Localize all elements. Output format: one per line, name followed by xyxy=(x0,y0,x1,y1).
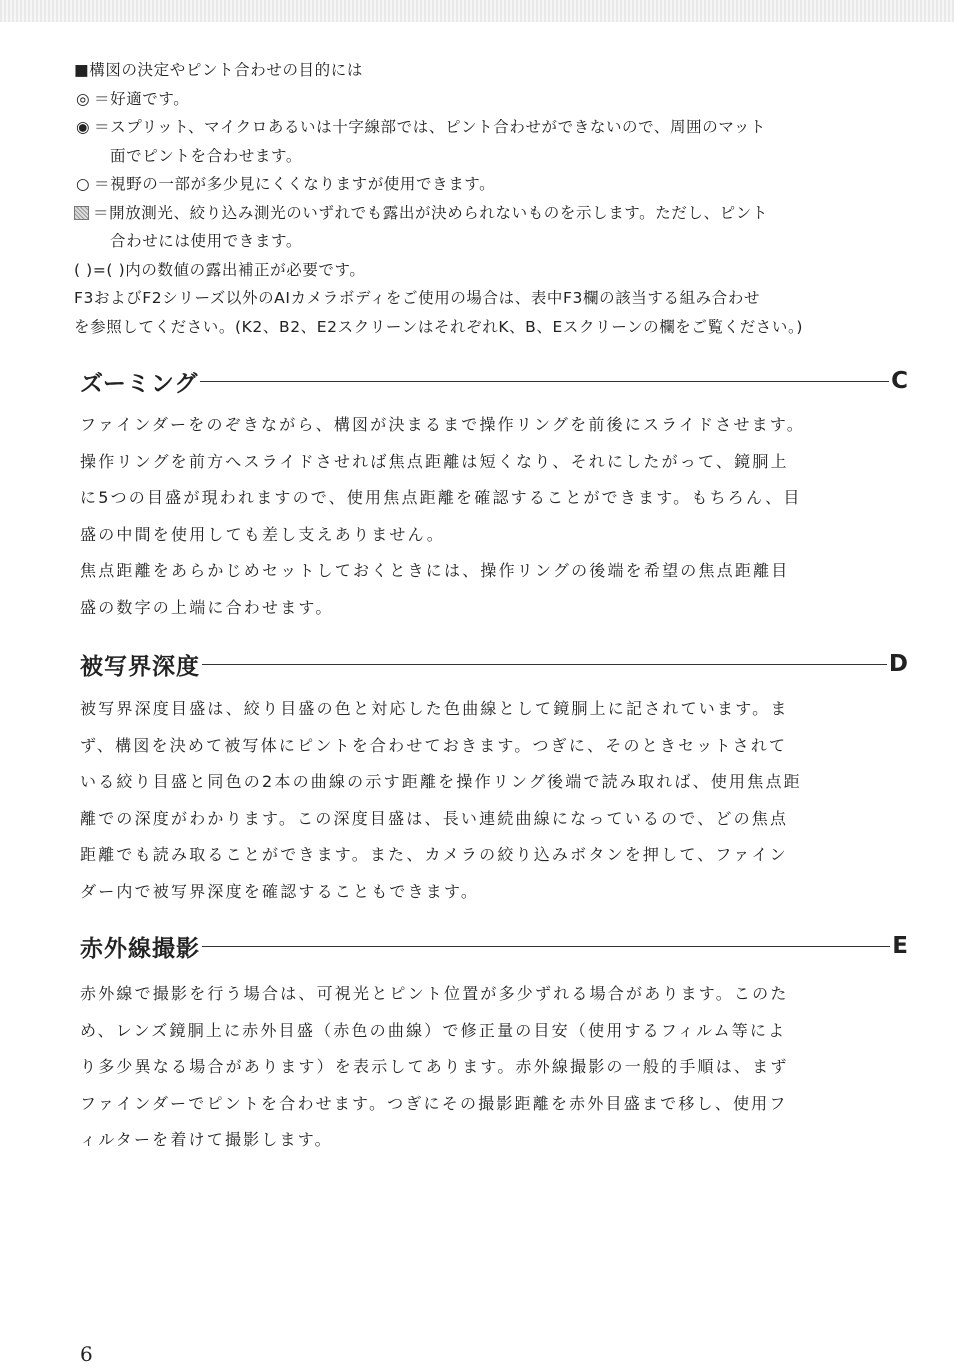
body-line: 赤外線で撮影を行う場合は、可視光とピント位置が多少ずれる場合があります。このた xyxy=(80,984,789,1003)
body-line: ファインダーをのぞきながら、構図が決まるまで操作リングを前後にスライドさせます。 xyxy=(80,415,805,434)
body-line: 操作リングを前方へスライドさせれば焦点距離は短くなり、それにしたがって、鏡胴上 xyxy=(80,451,789,471)
bullseye-icon: ◉ xyxy=(75,118,91,136)
legend-item: ＝開放測光、絞り込み測光のいずれでも露出が決められないものを示します。ただし、ピント xyxy=(74,199,914,228)
body-line: め、レンズ鏡胴上に赤外目盛（赤色の曲線）で修正量の目安（使用するフィルム等によ xyxy=(80,1020,787,1040)
body-line: ィルターを着けて撮影します。 xyxy=(80,1130,333,1149)
legend-item: ◎ ＝好適です。 xyxy=(74,85,914,114)
body-line: ダー内で被写界深度を確認することもできます。 xyxy=(80,881,480,901)
body-line: 距離でも読み取ることができます。また、カメラの絞り込みボタンを押して、ファイン xyxy=(80,845,788,864)
camera-body-note: F3およびF2シリーズ以外のAIカメラボディをご使用の場合は、表中F3欄の該当する組み合わせ xyxy=(74,289,761,307)
heading-rule xyxy=(202,664,887,665)
legend-item: ○ ＝視野の一部が多少見にくくなりますが使用できます。 xyxy=(74,170,914,199)
body-line: ファインダーでピントを合わせます。つぎにその撮影距離を赤外目盛まで移し、使用フ xyxy=(80,1093,788,1113)
section-heading-zooming xyxy=(80,364,908,398)
section-title: 赤外線撮影 xyxy=(80,935,200,962)
legend-item-continuation: 面でピントを合わせます。 xyxy=(110,146,302,165)
body-line: 盛の数字の上端に合わせます。 xyxy=(80,597,334,617)
body-line: 盛の中間を使用しても差し支えありません。 xyxy=(80,524,445,544)
scan-top-strip xyxy=(0,0,954,22)
shaded-box-icon xyxy=(74,206,89,220)
section-body-infrared xyxy=(80,976,915,1159)
body-line: に5つの目盛が現われますので、使用焦点距離を確認することができます。もちろん、目 xyxy=(80,488,802,507)
page-number: 6 xyxy=(80,1342,93,1366)
body-line: 被写界深度目盛は、絞り目盛の色と対応した色曲線として鏡胴上に記されています。ま xyxy=(80,699,789,718)
exposure-compensation-note: ( )=( )内の数値の露出補正が必要です。 xyxy=(74,260,366,279)
legend-title: ■構図の決定やピント合わせの目的には xyxy=(74,61,363,79)
circle-icon: ○ xyxy=(75,175,91,193)
legend-item-continuation: 合わせには使用できます。 xyxy=(110,232,302,250)
heading-rule xyxy=(200,381,889,382)
legend-item: ◉ ＝スプリット、マイクロあるいは十字線部では、ピント合わせができないので、周囲のマット xyxy=(74,113,914,142)
body-line: ず、構図を決めて被写体にピントを合わせておきます。つぎに、そのときセットされて xyxy=(80,735,788,755)
section-heading-infrared xyxy=(80,929,908,963)
heading-rule xyxy=(202,946,890,947)
screen-legend xyxy=(74,56,914,341)
section-heading-depth-of-field xyxy=(80,647,908,681)
section-title: ズーミング xyxy=(80,370,199,397)
section-body-zooming xyxy=(80,407,915,626)
section-body-depth-of-field xyxy=(80,691,915,910)
body-line: 焦点距離をあらかじめセットしておくときには、操作リングの後端を希望の焦点距離目 xyxy=(80,561,790,580)
body-line: いる絞り目盛と同色の2本の曲線の示す距離を操作リング後端で読み取れば、使用焦点距 xyxy=(80,772,802,791)
double-circle-icon: ◎ xyxy=(75,89,91,108)
section-letter: C xyxy=(891,368,908,394)
section-letter: E xyxy=(892,933,908,959)
body-line: 離での深度がわかります。この深度目盛は、長い連続曲線になっているので、どの焦点 xyxy=(80,808,789,828)
section-title: 被写界深度 xyxy=(80,653,200,680)
body-line: り多少異なる場合があります）を表示してあります。赤外線撮影の一般的手順は、まず xyxy=(80,1057,789,1076)
camera-body-note: を参照してください。(K2、B2、E2スクリーンはそれぞれK、B、Eスクリーンの欄をご覧ください。) xyxy=(74,317,803,336)
section-letter: D xyxy=(888,651,908,677)
